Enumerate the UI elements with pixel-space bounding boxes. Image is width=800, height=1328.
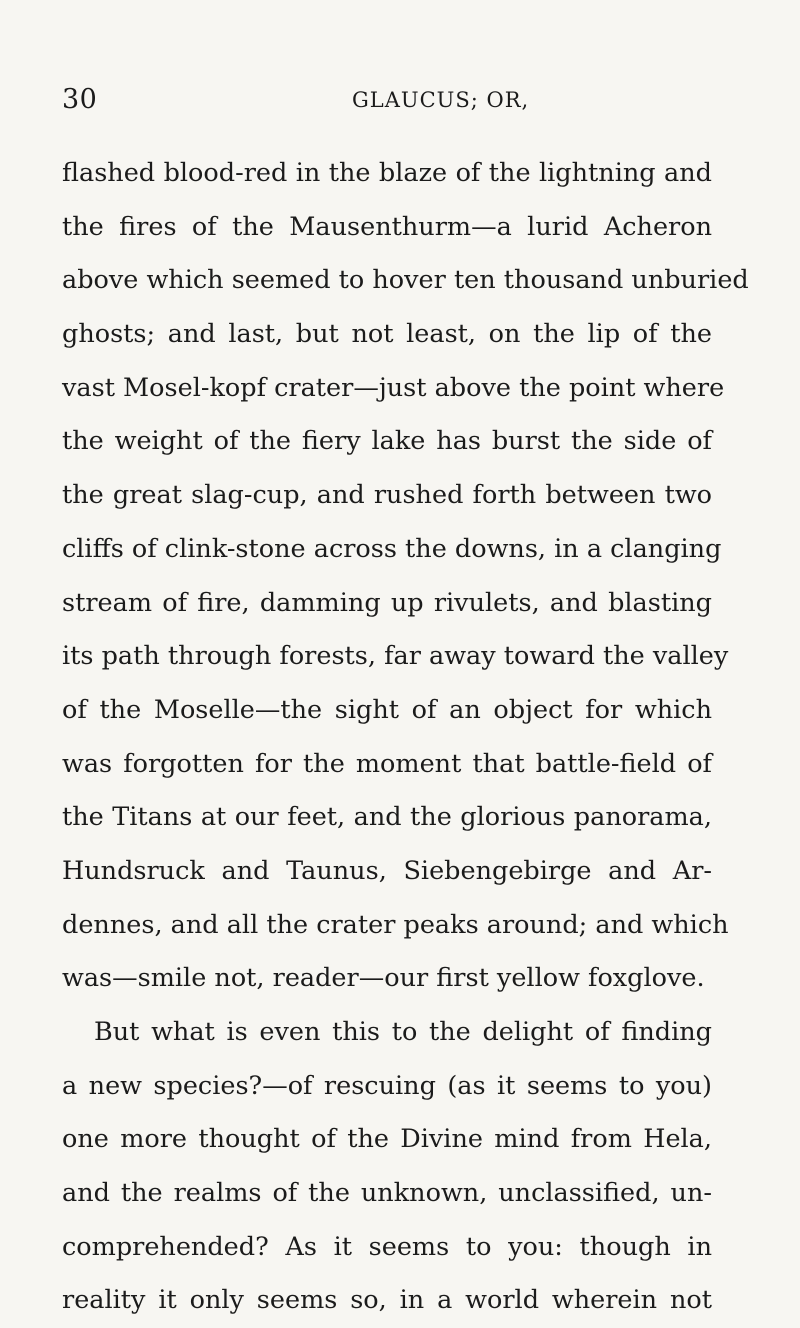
text-line: flashed blood-red in the blaze of the lightning and [62,158,712,188]
text-line: dennes, and all the crater peaks around; and which [62,909,729,940]
page-number: 30 [62,84,98,115]
text-line: was forgotten for the moment that battle-field of [62,748,712,779]
text-line: Hundsruck and Taunus, Siebengebirge and Ar- [62,855,712,886]
text-line: one more thought of the Divine mind from Hela, [62,1124,712,1155]
running-head: GLAUCUS; OR, [352,88,530,112]
text-line: was—smile not, reader—our first yellow foxglove. [62,963,705,994]
text-line: of the Moselle—the sight of an object for which [62,694,712,725]
page-header [62,84,738,124]
text-line: vast Mosel-kopf crater—just above the point where [62,372,725,403]
text-line: the great slag-cup, and rushed forth between two [62,480,712,511]
text-line: ghosts; and last, but not least, on the lip of the [62,319,712,350]
text-line: the fires of the Mausenthurm—a lurid Acheron [62,211,712,242]
text-line: cliffs of clink-stone across the downs, in a clanging [62,533,722,564]
text-line: stream of fire, damming up rivulets, and blasting [62,587,712,618]
text-line: a new species?—of rescuing (as it seems to you) [62,1070,712,1101]
text-line: reality it only seems so, in a world wherein not [62,1285,712,1316]
text-line: above which seemed to hover ten thousand unburied [62,265,749,296]
text-line: comprehended? As it seems to you: though in [62,1231,712,1262]
paragraph-first-line: But what is even this to the delight of finding [94,1017,712,1047]
text-line: the Titans at our feet, and the glorious panorama, [62,802,712,833]
text-line: its path through forests, far away toward the valley [62,641,729,672]
text-line: the weight of the fiery lake has burst the side of [62,426,712,457]
body-text [62,147,749,1328]
text-line: and the realms of the unknown, unclassified, un- [62,1178,712,1209]
